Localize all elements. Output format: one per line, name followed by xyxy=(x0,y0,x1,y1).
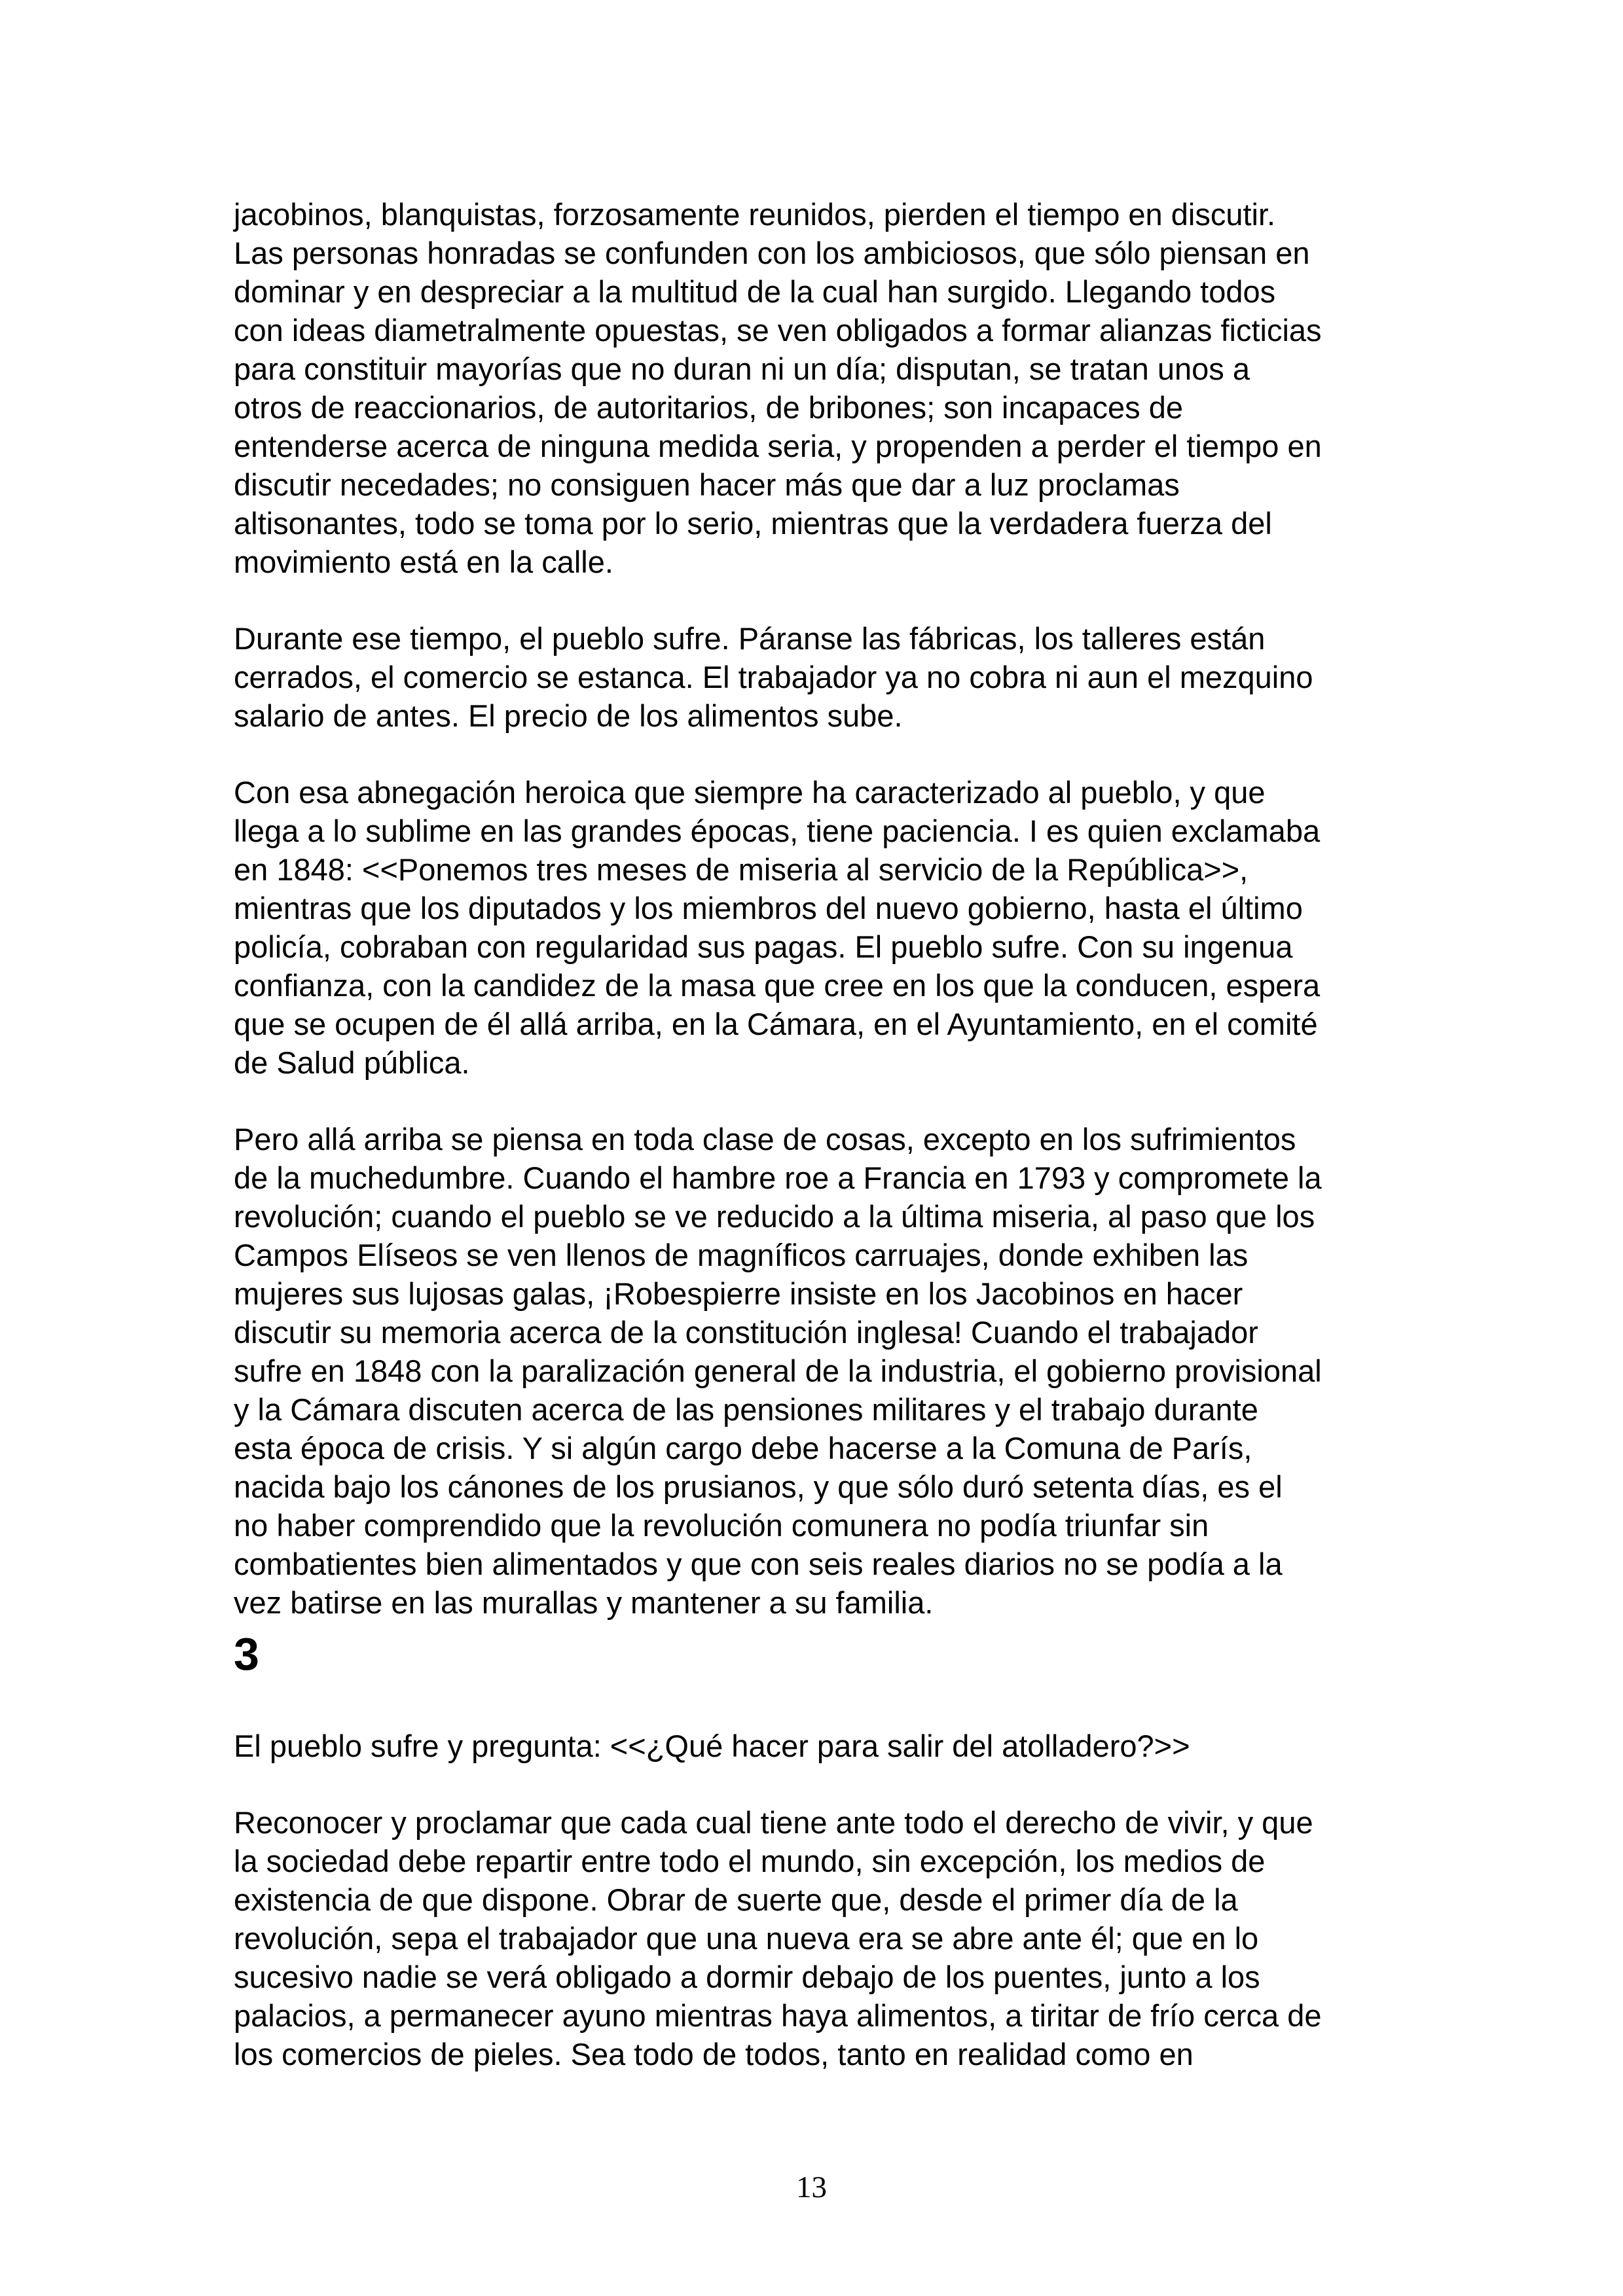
paragraph xyxy=(234,1120,1406,1622)
text-line: entenderse acerca de ninguna medida seria, y propenden a perder el tiempo en xyxy=(234,429,1322,463)
text-line: existencia de que dispone. Obrar de suerte que, desde el primer día de la xyxy=(234,1882,1238,1917)
text-line: Con esa abnegación heroica que siempre ha caracterizado al pueblo, y que xyxy=(234,775,1266,810)
text-line: El pueblo sufre y pregunta: <<¿Qué hacer para salir del atolladero?>> xyxy=(234,1729,1190,1763)
text-line: discutir su memoria acerca de la constitución inglesa! Cuando el trabajador xyxy=(234,1315,1258,1350)
text-line: altisonantes, todo se toma por lo serio, mientras que la verdadera fuerza del xyxy=(234,506,1272,541)
paragraph xyxy=(234,773,1406,1082)
text-line: de la muchedumbre. Cuando el hambre roe a Francia en 1793 y compromete la xyxy=(234,1160,1322,1195)
text-line: de Salud pública. xyxy=(234,1045,470,1080)
text-line: Campos Elíseos se ven llenos de magníficos carruajes, donde exhiben las xyxy=(234,1238,1249,1272)
text-line: esta época de crisis. Y si algún cargo debe hacerse a la Comuna de París, xyxy=(234,1431,1252,1465)
section-heading: 3 xyxy=(234,1628,259,1679)
text-line: revolución, sepa el trabajador que una nueva era se abre ante él; que en lo xyxy=(234,1921,1259,1956)
text-line: policía, cobraban con regularidad sus pagas. El pueblo sufre. Con su ingenua xyxy=(234,929,1293,964)
paragraph xyxy=(234,1803,1406,2073)
text-line: con ideas diametralmente opuestas, se ven obligados a formar alianzas ficticias xyxy=(234,313,1322,348)
paragraph xyxy=(234,1727,1406,1765)
text-line: Pero allá arriba se piensa en toda clase de cosas, excepto en los sufrimientos xyxy=(234,1122,1296,1157)
text-line: discutir necedades; no consiguen hacer más que dar a luz proclamas xyxy=(234,467,1180,502)
text-line: mientras que los diputados y los miembros del nuevo gobierno, hasta el último xyxy=(234,891,1303,925)
paragraph xyxy=(234,195,1406,581)
text-line: llega a lo sublime en las grandes épocas, tiene paciencia. I es quien exclamaba xyxy=(234,814,1321,848)
body-text-before-heading xyxy=(234,195,1406,1622)
page-number: 13 xyxy=(796,2170,827,2204)
text-line: Durante ese tiempo, el pueblo sufre. Páranse las fábricas, los talleres están xyxy=(234,621,1266,656)
text-line: nacida bajo los cánones de los prusianos, y que sólo duró setenta días, es el xyxy=(234,1469,1283,1504)
text-line: en 1848: <<Ponemos tres meses de miseria al servicio de la República>>, xyxy=(234,852,1249,887)
text-line: Las personas honradas se confunden con los ambiciosos, que sólo piensan en xyxy=(234,236,1310,270)
text-line: Reconocer y proclamar que cada cual tiene ante todo el derecho de vivir, y que xyxy=(234,1805,1313,1840)
text-line: jacobinos, blanquistas, forzosamente reunidos, pierden el tiempo en discutir. xyxy=(234,197,1276,232)
text-line: que se ocupen de él allá arriba, en la Cámara, en el Ayuntamiento, en el comité xyxy=(234,1007,1318,1041)
text-line: la sociedad debe repartir entre todo el mundo, sin excepción, los medios de xyxy=(234,1844,1266,1878)
text-line: vez batirse en las murallas y mantener a su familia. xyxy=(234,1585,934,1620)
text-line: confianza, con la candidez de la masa que cree en los que la conducen, espera xyxy=(234,968,1321,1003)
text-line: para constituir mayorías que no duran ni un día; disputan, se tratan unos a xyxy=(234,351,1250,386)
text-line: dominar y en despreciar a la multitud de la cual han surgido. Llegando todos xyxy=(234,274,1276,309)
text-line: revolución; cuando el pueblo se ve reducido a la última miseria, al paso que los xyxy=(234,1199,1315,1234)
paragraph xyxy=(234,619,1406,735)
text-line: mujeres sus lujosas galas, ¡Robespierre insiste en los Jacobinos en hacer xyxy=(234,1276,1243,1311)
text-line: otros de reaccionarios, de autoritarios, de bribones; son incapaces de xyxy=(234,390,1184,425)
text-line: y la Cámara discuten acerca de las pensiones militares y el trabajo durante xyxy=(234,1392,1258,1427)
text-line: no haber comprendido que la revolución comunera no podía triunfar sin xyxy=(234,1508,1209,1543)
text-line: combatientes bien alimentados y que con seis reales diarios no se podía a la xyxy=(234,1547,1283,1581)
text-line: sucesivo nadie se verá obligado a dormir debajo de los puentes, junto a los xyxy=(234,1960,1260,1994)
body-text-after-heading xyxy=(234,1727,1406,2073)
text-line: sufre en 1848 con la paralización general de la industria, el gobierno provisional xyxy=(234,1354,1322,1388)
text-line: los comercios de pieles. Sea todo de todos, tanto en realidad como en xyxy=(234,2037,1194,2072)
text-line: salario de antes. El precio de los alimentos sube. xyxy=(234,698,903,733)
text-line: movimiento está en la calle. xyxy=(234,545,613,579)
text-line: palacios, a permanecer ayuno mientras haya alimentos, a tiritar de frío cerca de xyxy=(234,1998,1322,2033)
text-line: cerrados, el comercio se estanca. El trabajador ya no cobra ni aun el mezquino xyxy=(234,660,1313,694)
